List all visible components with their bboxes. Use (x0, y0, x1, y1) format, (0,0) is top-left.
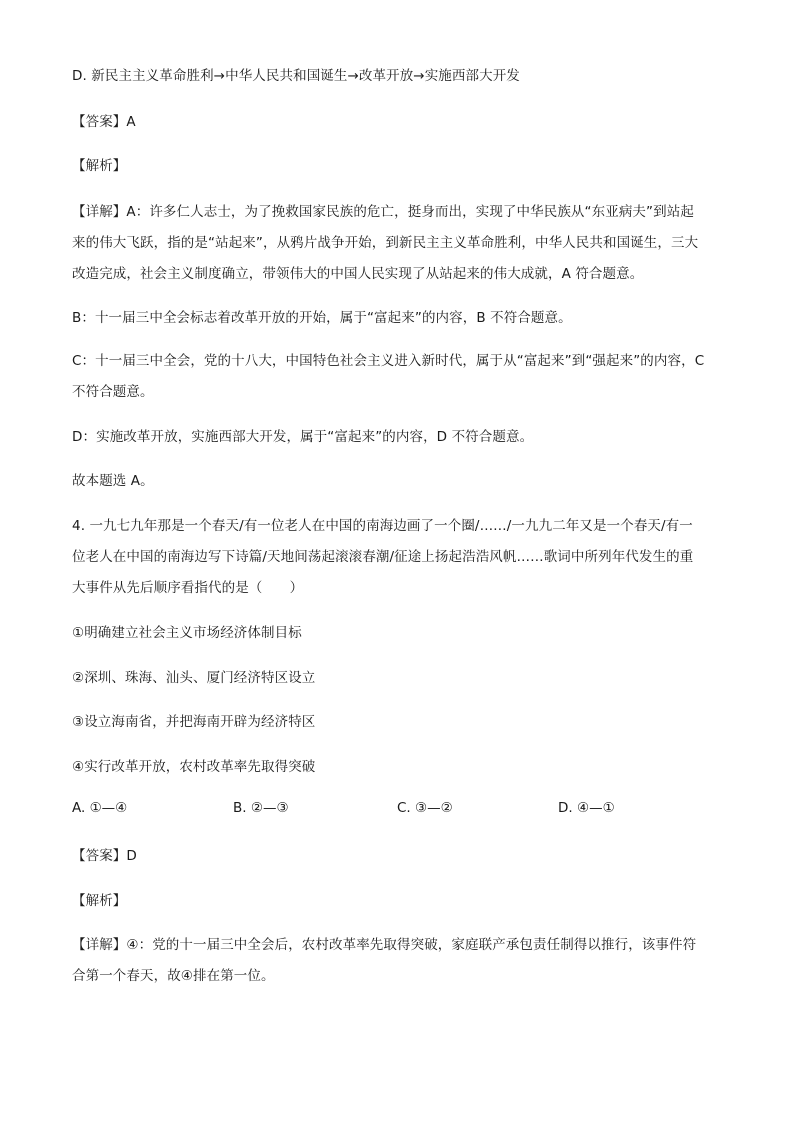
question-4-item-2: ②深圳、珠海、汕头、厦门经济特区设立 (72, 670, 316, 686)
text-line: C：十一届三中全会，党的十八大，中国特色社会主义进入新时代，属于从“富起来”到“强起来”的内容，C (72, 353, 705, 369)
answer-value: D (126, 848, 137, 864)
option-d: D. ④—① (558, 800, 615, 816)
text-line: 不符合题意。 (72, 384, 154, 400)
question-4-item-4: ④实行改革开放，农村改革率先取得突破 (72, 759, 316, 775)
answer-value: A (126, 114, 136, 130)
answer-tag: 【答案】 (72, 848, 127, 864)
prev-conclusion: 故本题选 A。 (72, 473, 154, 489)
text-line: 【详解】④：党的十一届三中全会后，农村改革率先取得突破，家庭联产承包责任制得以推行，该事件符 (72, 937, 697, 953)
text-line: 大事件从先后顺序看指代的是（ ） (72, 580, 304, 596)
option-c: C. ③—② (397, 800, 453, 816)
prev-option-d: D. 新民主主义革命胜利→中华人民共和国诞生→改革开放→实施西部大开发 (72, 68, 520, 84)
question-4-stem (72, 511, 722, 604)
prev-detail-b: B：十一届三中全会标志着改革开放的开始，属于“富起来”的内容，B 不符合题意。 (72, 310, 572, 326)
prev-answer (72, 112, 722, 132)
question-4-analysis-tag: 【解析】 (72, 893, 127, 909)
prev-analysis-tag: 【解析】 (72, 158, 127, 174)
question-4-item-1: ①明确建立社会主义市场经济体制目标 (72, 625, 302, 641)
option-b: B. ②—③ (233, 800, 289, 816)
text-line: 【详解】A：许多仁人志士，为了挽救国家民族的危亡，挺身而出，实现了中华民族从“东亚病夫”到站起 (72, 204, 694, 220)
text-line: 改造完成，社会主义制度确立，带领伟大的中国人民实现了从站起来的伟大成就，A 符合题意。 (72, 266, 644, 282)
answer-tag: 【答案】 (72, 114, 127, 130)
question-4-detail (72, 930, 722, 992)
text-line: 来的伟大飞跃，指的是“站起来”，从鸦片战争开始，到新民主主义革命胜利，中华人民共和国诞生，三大 (72, 235, 699, 251)
text-line: 4. 一九七九年那是一个春天/有一位老人在中国的南海边画了一个圈/……/一九九二年又是一个春天/有一 (72, 518, 693, 534)
question-4-answer (72, 846, 722, 866)
text-line: 位老人在中国的南海边写下诗篇/天地间荡起滚滚春潮/征途上扬起浩浩风帆……歌词中所列年代发生的重 (72, 549, 694, 565)
question-4-item-3: ③设立海南省，并把海南开辟为经济特区 (72, 714, 316, 730)
prev-detail-c (72, 346, 722, 408)
question-4-options (72, 800, 722, 822)
prev-detail-paragraph (72, 197, 722, 290)
option-a: A. ①—④ (72, 800, 128, 816)
text-line: 合第一个春天，故④排在第一位。 (72, 968, 275, 984)
prev-detail-d: D：实施改革开放，实施西部大开发，属于“富起来”的内容，D 不符合题意。 (72, 429, 534, 445)
